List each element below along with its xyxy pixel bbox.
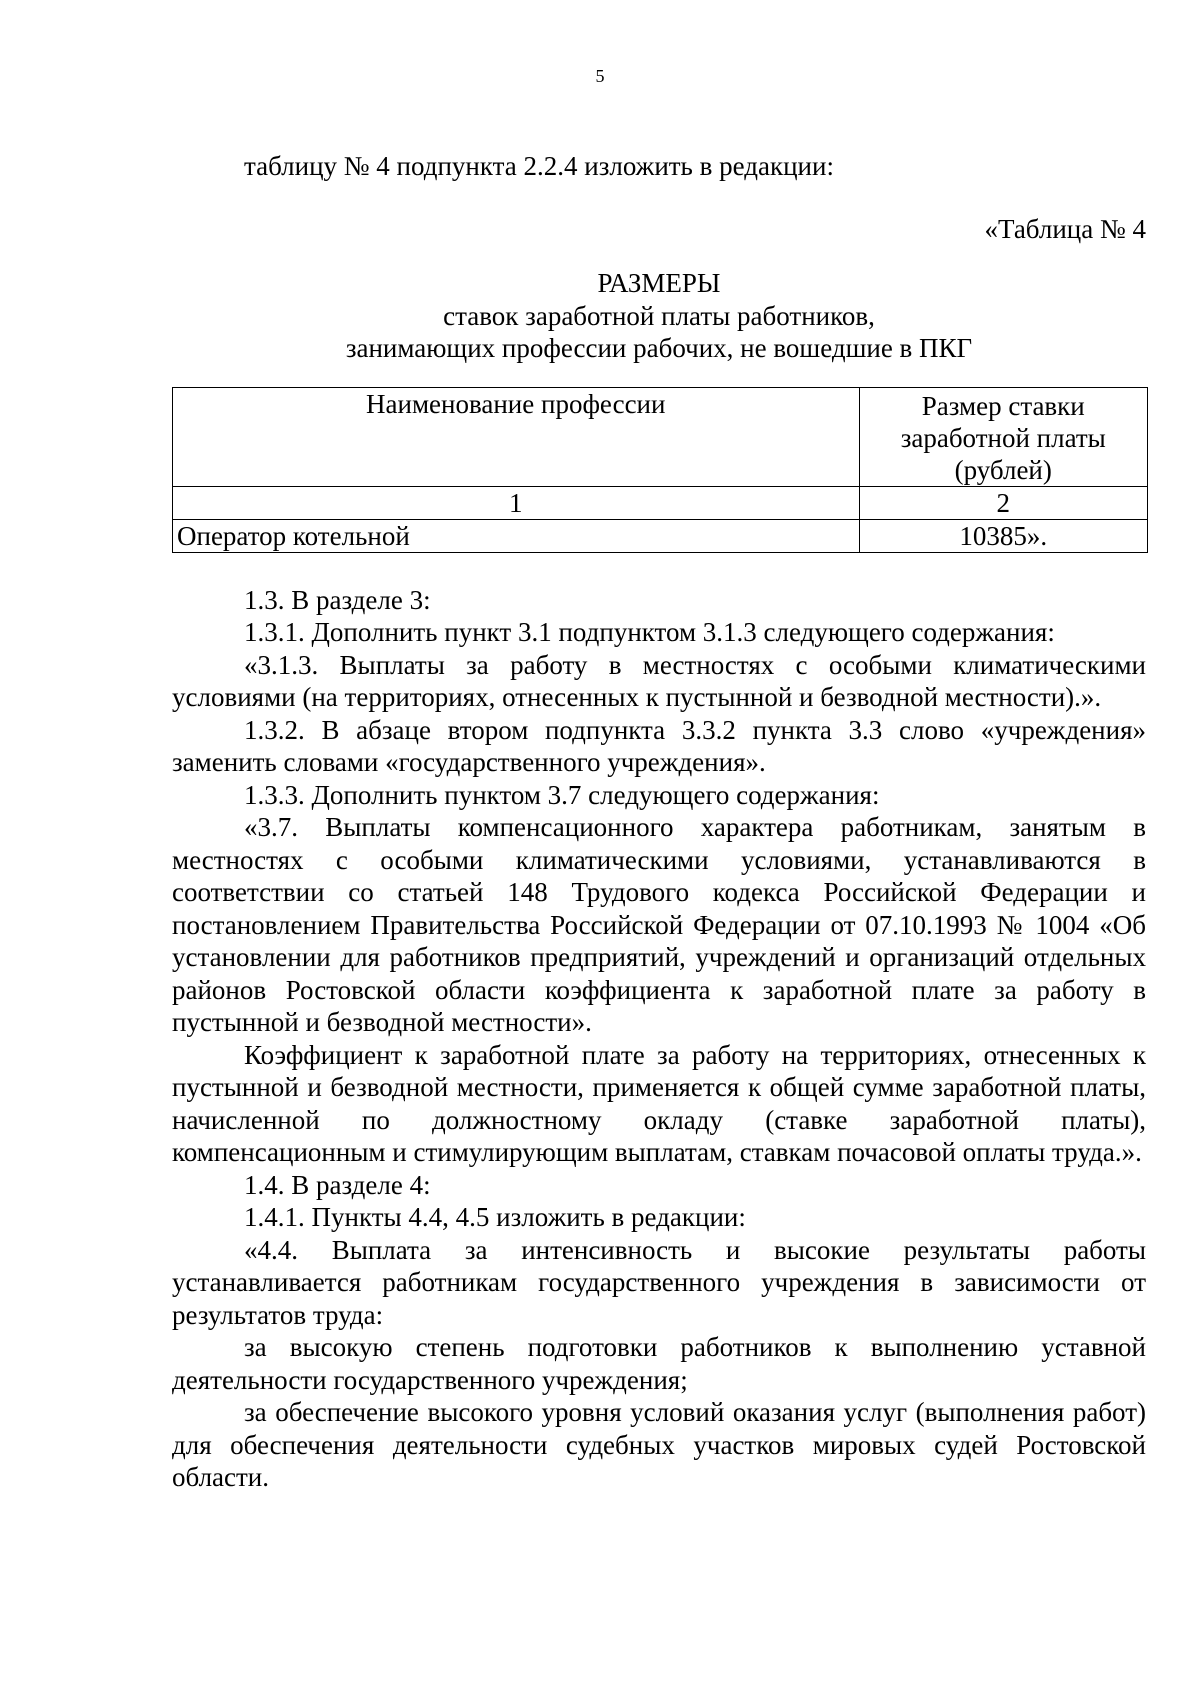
table-title (172, 267, 1146, 365)
paragraph-1-3: 1.3. В разделе 3: (244, 584, 431, 615)
paragraph-1-3-1: 1.3.1. Дополнить пункт 3.1 подпунктом 3.1.3 следующего содержания: (244, 617, 1055, 647)
header-rate (859, 387, 1148, 486)
rates-table (172, 387, 1148, 553)
table-row (173, 519, 1148, 552)
table-caption: «Таблица № 4 (984, 213, 1146, 244)
table-numbering-row (173, 486, 1148, 519)
intro-paragraph: таблицу № 4 подпункта 2.2.4 изложить в редакции: (244, 151, 834, 181)
paragraph-coefficient: Коэффициент к заработной плате за работу на территориях, отнесенных к пустынной и безводной местности, применяется к общей сумме заработной платы, начисленной по должностному окладу (ставке заработной платы), компенсационным и стимулирующим выплатам, ставкам почасовой оплаты труда.». (172, 1039, 1146, 1167)
paragraph-3-7-quote: «3.7. Выплаты компенсационного характера работникам, занятым в местностях с особыми климатическими условиями, устанавливаются в соответствии со статьей 148 Трудового кодекса Российской Федерации и постановлением Правительства Российской Федерации от 07.10.1993 № 1004 «Об установлении для работников предприятий, учреждений и организаций отдельных районов Ростовской области коэффициента к заработной плате за работу в пустынной и безводной местности». (172, 812, 1146, 1037)
header-profession-name: Наименование профессии (173, 387, 860, 486)
header-rate-text: Размер ставки заработной платы (рублей) (900, 390, 1106, 485)
document-content (172, 150, 1146, 1494)
page-number: 5 (595, 66, 605, 86)
table-header-row (173, 387, 1148, 486)
paragraph-1-4-1: 1.4.1. Пункты 4.4, 4.5 изложить в редакции: (244, 1202, 746, 1232)
paragraph-training-degree: за высокую степень подготовки работников к выполнению уставной деятельности государственного учреждения; (172, 1332, 1146, 1395)
body-text (172, 584, 1146, 1494)
paragraph-1-3-2: 1.3.2. В абзаце втором подпункта 3.3.2 пункта 3.3 слово «учреждения» заменить словами «государственного учреждения». (172, 714, 1146, 777)
paragraph-4-4-quote: «4.4. Выплата за интенсивность и высокие результаты работы устанавливается работникам государственного учреждения в зависимости от результатов труда: (172, 1234, 1146, 1330)
paragraph-3-1-3-quote: «3.1.3. Выплаты за работу в местностях с особыми климатическими условиями (на территориях, отнесенных к пустынной и безводной местности).». (172, 649, 1146, 712)
title-subtitle-line-2: занимающих профессии рабочих, не вошедшие в ПКГ (345, 333, 973, 363)
column-number-1: 1 (173, 486, 860, 519)
paragraph-service-level: за обеспечение высокого уровня условий оказания услуг (выполнения работ) для обеспечения деятельности судебных участков мировых судей Ростовской области. (172, 1397, 1146, 1492)
title-subtitle-line-1: ставок заработной платы работников, (443, 300, 875, 331)
paragraph-1-4: 1.4. В разделе 4: (244, 1169, 431, 1200)
title-heading: РАЗМЕРЫ (597, 268, 721, 298)
rate-value-cell: 10385». (859, 519, 1148, 552)
profession-name-cell: Оператор котельной (173, 519, 860, 552)
paragraph-1-3-3: 1.3.3. Дополнить пунктом 3.7 следующего содержания: (244, 779, 880, 810)
column-number-2: 2 (859, 486, 1148, 519)
